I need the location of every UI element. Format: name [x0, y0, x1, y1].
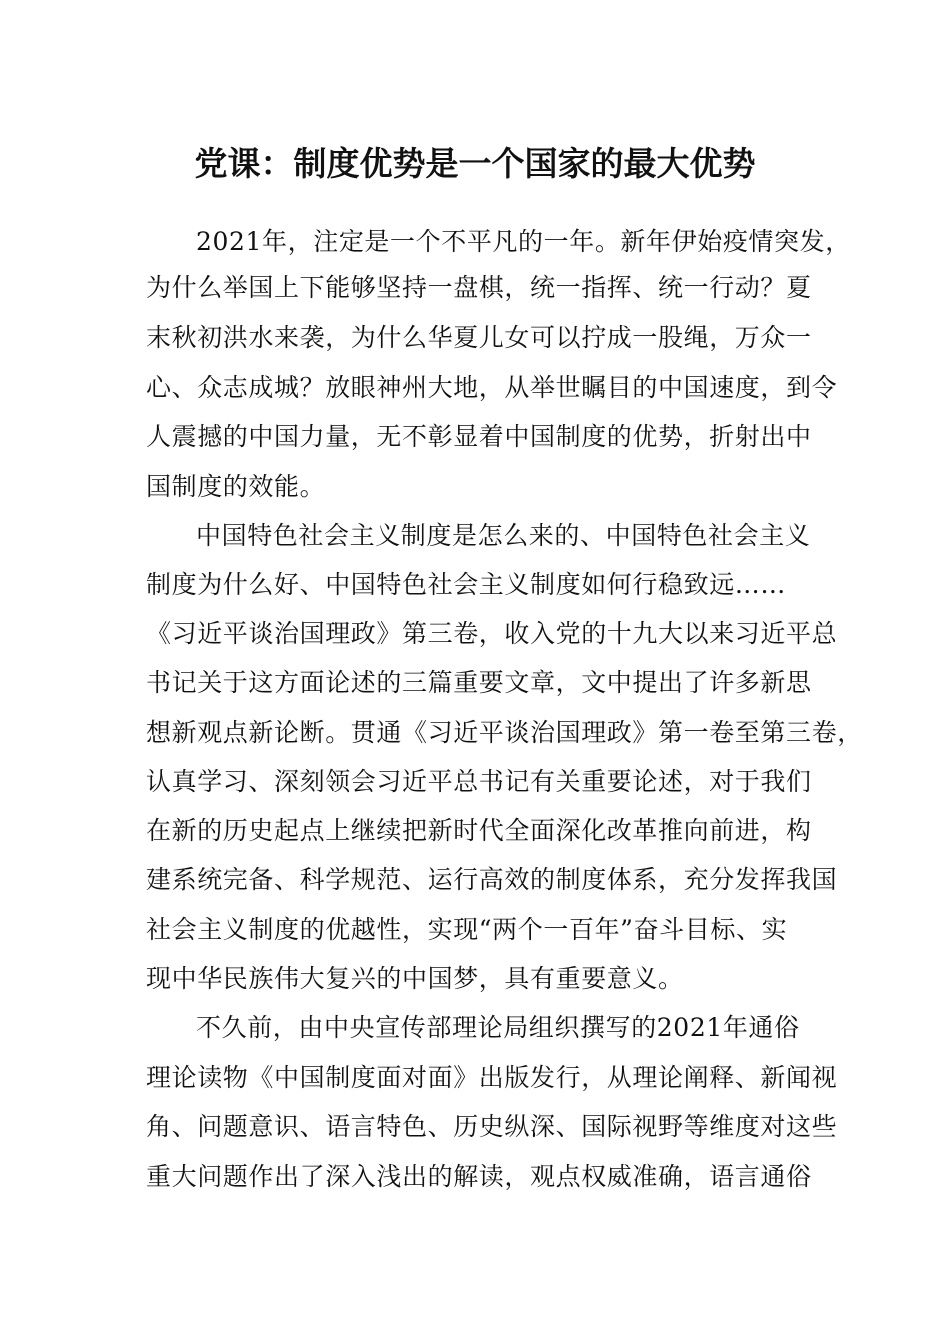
body-line-16: 现中华民族伟大复兴的中国梦，具有重要意义。	[146, 964, 684, 993]
body-line-20: 重大问题作出了深入浅出的解读，观点权威准确，语言通俗	[146, 1162, 812, 1191]
body-line-11: 想新观点新论断。贯通《习近平谈治国理政》第一卷至第三卷，	[146, 718, 863, 747]
body-line-7: 中国特色社会主义制度是怎么来的、中国特色社会主义	[196, 521, 811, 550]
body-line-12: 认真学习、深刻领会习近平总书记有关重要论述，对于我们	[146, 767, 812, 796]
body-line-6: 国制度的效能。	[146, 472, 326, 501]
body-line-17: 不久前，由中央宣传部理论局组织撰写的2021年通俗	[196, 1013, 800, 1042]
body-line-10: 书记关于这方面论述的三篇重要文章，文中提出了许多新思	[146, 668, 812, 697]
body-line-13: 在新的历史起点上继续把新时代全面深化改革推向前进，构	[146, 816, 812, 845]
body-line-15: 社会主义制度的优越性，实现“两个一百年”奋斗目标、实	[146, 915, 788, 944]
body-line-14: 建系统完备、科学规范、运行高效的制度体系，充分发挥我国	[146, 865, 838, 894]
body-line-3: 末秋初洪水来袭，为什么华夏儿女可以拧成一股绳，万众一	[146, 323, 812, 352]
body-line-9: 《习近平谈治国理政》第三卷，收入党的十九大以来习近平总	[146, 619, 838, 648]
body-line-8: 制度为什么好、中国特色社会主义制度如何行稳致远……	[146, 570, 787, 599]
body-line-2: 为什么举国上下能够坚持一盘棋，统一指挥、统一行动？夏	[146, 273, 812, 302]
body-line-4: 心、众志成城？放眼神州大地，从举世瞩目的中国速度，到令	[146, 373, 838, 402]
body-line-19: 角、问题意识、语言特色、历史纵深、国际视野等维度对这些	[146, 1112, 838, 1141]
body-line-18: 理论读物《中国制度面对面》出版发行，从理论阐释、新闻视	[146, 1063, 838, 1092]
body-line-1: 2021年，注定是一个不平凡的一年。新年伊始疫情突发，	[196, 227, 851, 256]
body-line-5: 人震撼的中国力量，无不彰显着中国制度的优势，折射出中	[146, 422, 812, 451]
document-title: 党课：制度优势是一个国家的最大优势	[194, 144, 756, 183]
